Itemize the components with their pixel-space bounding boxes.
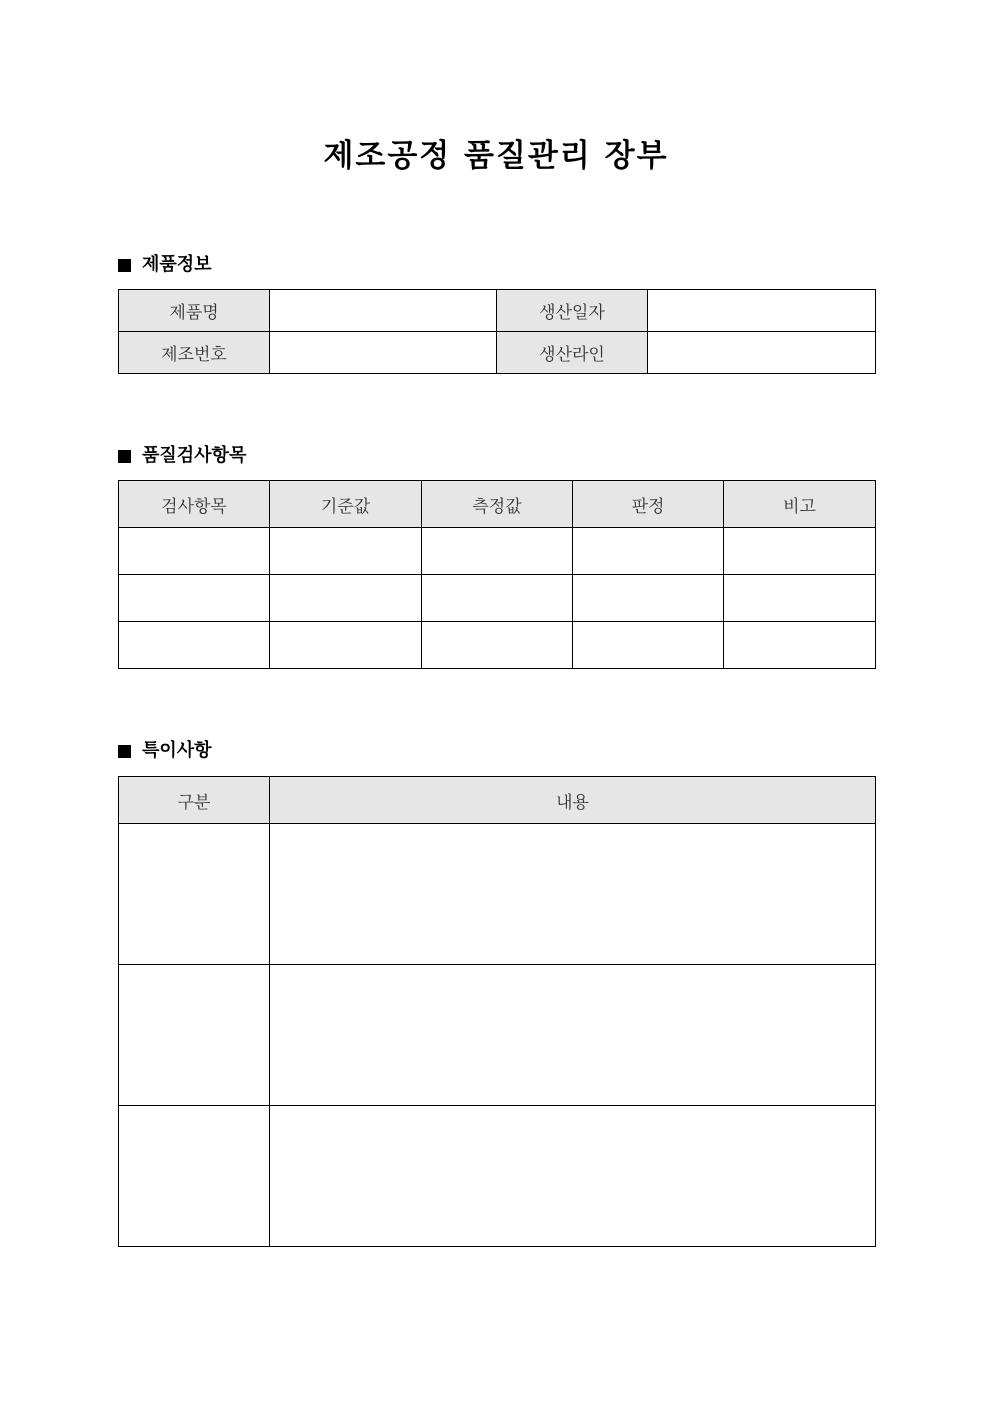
column-header-category: 구분 [119, 777, 270, 824]
table-row [119, 824, 876, 965]
table-row [119, 290, 876, 332]
inspection-table [118, 480, 876, 669]
notes-section-title: 특이사항 [142, 740, 212, 761]
table-row [119, 528, 876, 575]
lot-number-label: 제조번호 [119, 332, 270, 374]
notes-section-heading [118, 739, 212, 763]
remarks-cell[interactable] [724, 575, 876, 622]
table-header-row [119, 481, 876, 528]
inspection-item-cell[interactable] [119, 622, 270, 669]
production-date-label: 생산일자 [497, 290, 648, 332]
table-header-row [119, 777, 876, 824]
document-title: 제조공정 품질관리 장부 [323, 138, 669, 174]
category-cell[interactable] [119, 965, 270, 1106]
square-bullet-icon [118, 745, 131, 758]
content-cell[interactable] [270, 824, 876, 965]
judgment-cell[interactable] [573, 528, 724, 575]
inspection-section-heading [118, 444, 246, 468]
measured-value-cell[interactable] [422, 622, 573, 669]
table-row [119, 622, 876, 669]
inspection-section-title: 품질검사항목 [142, 445, 247, 466]
column-header-inspection-item: 검사항목 [119, 481, 270, 528]
column-header-measured-value: 측정값 [422, 481, 573, 528]
table-row [119, 332, 876, 374]
content-cell[interactable] [270, 1106, 876, 1247]
production-line-field[interactable] [648, 332, 876, 374]
inspection-item-cell[interactable] [119, 575, 270, 622]
content-cell[interactable] [270, 965, 876, 1106]
product-section-heading [118, 253, 212, 277]
standard-value-cell[interactable] [270, 575, 422, 622]
measured-value-cell[interactable] [422, 575, 573, 622]
square-bullet-icon [118, 450, 131, 463]
notes-table [118, 776, 876, 1247]
product-section-title: 제품정보 [142, 254, 212, 275]
square-bullet-icon [118, 259, 131, 272]
standard-value-cell[interactable] [270, 622, 422, 669]
remarks-cell[interactable] [724, 622, 876, 669]
standard-value-cell[interactable] [270, 528, 422, 575]
judgment-cell[interactable] [573, 575, 724, 622]
column-header-remarks: 비고 [724, 481, 876, 528]
category-cell[interactable] [119, 824, 270, 965]
column-header-content: 내용 [270, 777, 876, 824]
inspection-item-cell[interactable] [119, 528, 270, 575]
product-info-table [118, 289, 876, 374]
production-date-field[interactable] [648, 290, 876, 332]
product-name-field[interactable] [270, 290, 497, 332]
table-row [119, 1106, 876, 1247]
column-header-standard-value: 기준값 [270, 481, 422, 528]
product-name-label: 제품명 [119, 290, 270, 332]
column-header-judgment: 판정 [573, 481, 724, 528]
category-cell[interactable] [119, 1106, 270, 1247]
table-row [119, 965, 876, 1106]
remarks-cell[interactable] [724, 528, 876, 575]
table-row [119, 575, 876, 622]
measured-value-cell[interactable] [422, 528, 573, 575]
judgment-cell[interactable] [573, 622, 724, 669]
lot-number-field[interactable] [270, 332, 497, 374]
production-line-label: 생산라인 [497, 332, 648, 374]
